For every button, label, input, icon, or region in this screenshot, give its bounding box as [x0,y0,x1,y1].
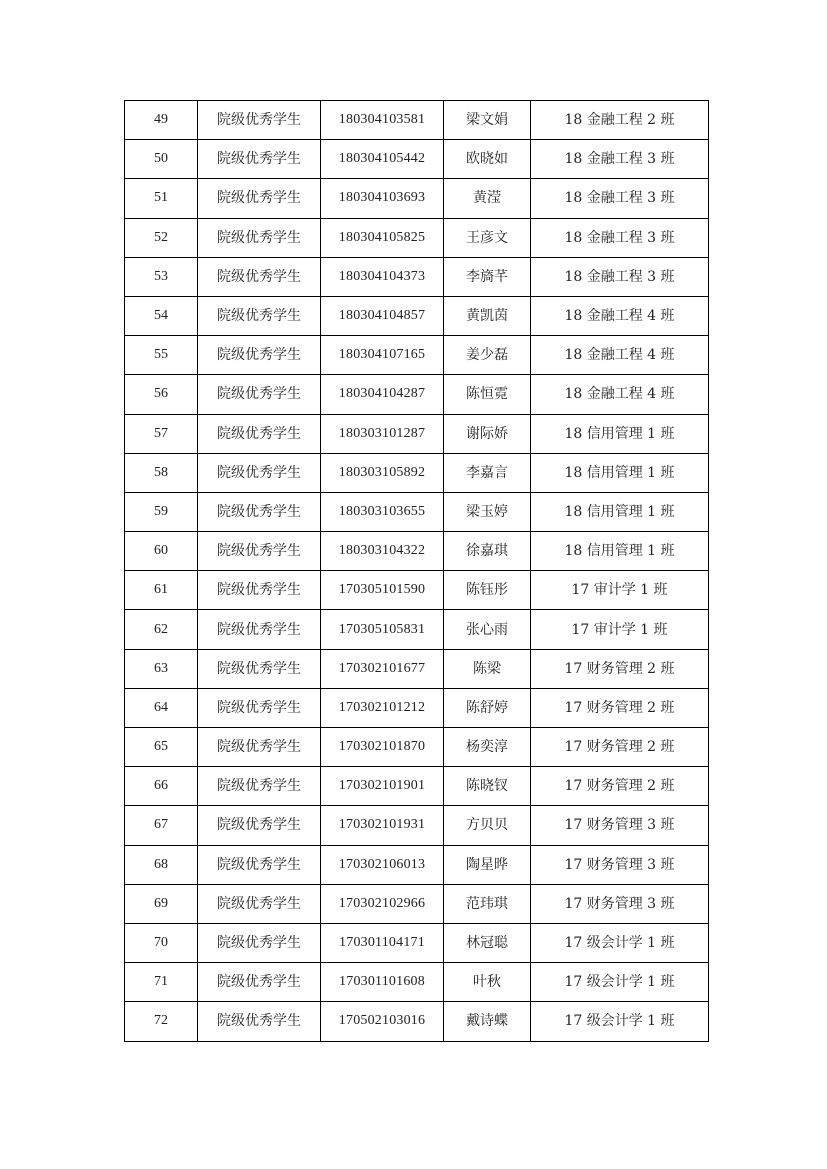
table-row [125,688,709,727]
award-cell: 院级优秀学生 [198,218,321,257]
student-name-cell: 范玮琪 [444,884,531,923]
student-id-cell: 180304103581 [321,101,444,140]
row-number-cell: 53 [125,257,198,296]
student-id-cell: 180304104857 [321,296,444,335]
student-name-cell: 戴诗蝶 [444,1002,531,1041]
table-row [125,532,709,571]
award-cell: 院级优秀学生 [198,610,321,649]
award-cell: 院级优秀学生 [198,767,321,806]
row-number-cell: 54 [125,296,198,335]
row-number-cell: 70 [125,923,198,962]
class-cell: 18 信用管理 1 班 [531,492,709,531]
award-cell: 院级优秀学生 [198,963,321,1002]
class-cell: 18 信用管理 1 班 [531,414,709,453]
table-row [125,414,709,453]
table-row [125,923,709,962]
row-number-cell: 66 [125,767,198,806]
student-name-cell: 陈梁 [444,649,531,688]
student-id-cell: 170502103016 [321,1002,444,1041]
class-cell: 17 财务管理 3 班 [531,845,709,884]
row-number-cell: 50 [125,140,198,179]
table-row [125,610,709,649]
student-name-cell: 陈恒霓 [444,375,531,414]
student-id-cell: 170305101590 [321,571,444,610]
row-number-cell: 65 [125,728,198,767]
class-cell: 18 金融工程 3 班 [531,140,709,179]
student-id-cell: 170302106013 [321,845,444,884]
student-name-cell: 杨奕淳 [444,728,531,767]
table-row [125,571,709,610]
class-cell: 17 财务管理 3 班 [531,806,709,845]
award-cell: 院级优秀学生 [198,728,321,767]
table-row [125,218,709,257]
table-row [125,806,709,845]
row-number-cell: 64 [125,688,198,727]
row-number-cell: 58 [125,453,198,492]
student-name-cell: 张心雨 [444,610,531,649]
award-cell: 院级优秀学生 [198,532,321,571]
student-name-cell: 王彦文 [444,218,531,257]
class-cell: 17 财务管理 3 班 [531,884,709,923]
student-id-cell: 180303104322 [321,532,444,571]
student-name-cell: 黄滢 [444,179,531,218]
award-cell: 院级优秀学生 [198,179,321,218]
class-cell: 17 级会计学 1 班 [531,963,709,1002]
student-id-cell: 170302102966 [321,884,444,923]
award-roster-table [124,100,709,1042]
student-id-cell: 170301104171 [321,923,444,962]
student-id-cell: 170302101870 [321,728,444,767]
student-name-cell: 李嘉言 [444,453,531,492]
table-row [125,179,709,218]
student-name-cell: 陶星晔 [444,845,531,884]
row-number-cell: 60 [125,532,198,571]
table-row [125,767,709,806]
table-row [125,336,709,375]
award-cell: 院级优秀学生 [198,101,321,140]
table-row [125,728,709,767]
table-row [125,453,709,492]
row-number-cell: 51 [125,179,198,218]
class-cell: 18 金融工程 3 班 [531,257,709,296]
class-cell: 18 金融工程 2 班 [531,101,709,140]
table-row [125,257,709,296]
student-id-cell: 180304104373 [321,257,444,296]
class-cell: 18 金融工程 3 班 [531,179,709,218]
student-id-cell: 170302101901 [321,767,444,806]
student-id-cell: 180304105825 [321,218,444,257]
award-cell: 院级优秀学生 [198,649,321,688]
table-row [125,884,709,923]
row-number-cell: 69 [125,884,198,923]
student-name-cell: 梁玉婷 [444,492,531,531]
row-number-cell: 49 [125,101,198,140]
award-cell: 院级优秀学生 [198,296,321,335]
student-id-cell: 180304104287 [321,375,444,414]
student-name-cell: 李旖芊 [444,257,531,296]
row-number-cell: 61 [125,571,198,610]
class-cell: 17 级会计学 1 班 [531,923,709,962]
student-name-cell: 欧晓如 [444,140,531,179]
award-cell: 院级优秀学生 [198,375,321,414]
award-cell: 院级优秀学生 [198,688,321,727]
table-row [125,1002,709,1041]
award-cell: 院级优秀学生 [198,492,321,531]
student-name-cell: 陈钰彤 [444,571,531,610]
roster-table-body [125,101,709,1042]
award-cell: 院级优秀学生 [198,845,321,884]
class-cell: 17 财务管理 2 班 [531,688,709,727]
class-cell: 18 金融工程 4 班 [531,375,709,414]
student-name-cell: 梁文娟 [444,101,531,140]
award-cell: 院级优秀学生 [198,414,321,453]
class-cell: 17 财务管理 2 班 [531,767,709,806]
student-id-cell: 180304107165 [321,336,444,375]
row-number-cell: 56 [125,375,198,414]
table-row [125,845,709,884]
award-cell: 院级优秀学生 [198,806,321,845]
table-row [125,140,709,179]
student-id-cell: 180304105442 [321,140,444,179]
class-cell: 17 级会计学 1 班 [531,1002,709,1041]
table-row [125,296,709,335]
row-number-cell: 55 [125,336,198,375]
student-id-cell: 170305105831 [321,610,444,649]
class-cell: 18 金融工程 4 班 [531,336,709,375]
award-cell: 院级优秀学生 [198,336,321,375]
table-row [125,101,709,140]
student-id-cell: 180303103655 [321,492,444,531]
table-row [125,375,709,414]
award-cell: 院级优秀学生 [198,453,321,492]
student-id-cell: 180303105892 [321,453,444,492]
student-name-cell: 方贝贝 [444,806,531,845]
award-cell: 院级优秀学生 [198,1002,321,1041]
student-name-cell: 陈晓钗 [444,767,531,806]
student-name-cell: 林冠聪 [444,923,531,962]
award-cell: 院级优秀学生 [198,571,321,610]
student-id-cell: 170302101677 [321,649,444,688]
award-cell: 院级优秀学生 [198,257,321,296]
class-cell: 17 审计学 1 班 [531,610,709,649]
class-cell: 18 金融工程 4 班 [531,296,709,335]
row-number-cell: 67 [125,806,198,845]
row-number-cell: 52 [125,218,198,257]
student-id-cell: 170301101608 [321,963,444,1002]
student-name-cell: 黄凯茵 [444,296,531,335]
table-row [125,649,709,688]
row-number-cell: 57 [125,414,198,453]
class-cell: 18 金融工程 3 班 [531,218,709,257]
student-name-cell: 陈舒婷 [444,688,531,727]
student-name-cell: 谢际娇 [444,414,531,453]
award-cell: 院级优秀学生 [198,884,321,923]
class-cell: 17 财务管理 2 班 [531,649,709,688]
class-cell: 18 信用管理 1 班 [531,532,709,571]
row-number-cell: 63 [125,649,198,688]
student-id-cell: 170302101212 [321,688,444,727]
row-number-cell: 59 [125,492,198,531]
row-number-cell: 68 [125,845,198,884]
award-cell: 院级优秀学生 [198,140,321,179]
table-row [125,492,709,531]
class-cell: 17 财务管理 2 班 [531,728,709,767]
student-name-cell: 姜少磊 [444,336,531,375]
row-number-cell: 62 [125,610,198,649]
student-id-cell: 170302101931 [321,806,444,845]
student-id-cell: 180304103693 [321,179,444,218]
student-name-cell: 徐嘉琪 [444,532,531,571]
student-id-cell: 180303101287 [321,414,444,453]
row-number-cell: 72 [125,1002,198,1041]
class-cell: 18 信用管理 1 班 [531,453,709,492]
table-row [125,963,709,1002]
student-name-cell: 叶秋 [444,963,531,1002]
row-number-cell: 71 [125,963,198,1002]
class-cell: 17 审计学 1 班 [531,571,709,610]
award-cell: 院级优秀学生 [198,923,321,962]
